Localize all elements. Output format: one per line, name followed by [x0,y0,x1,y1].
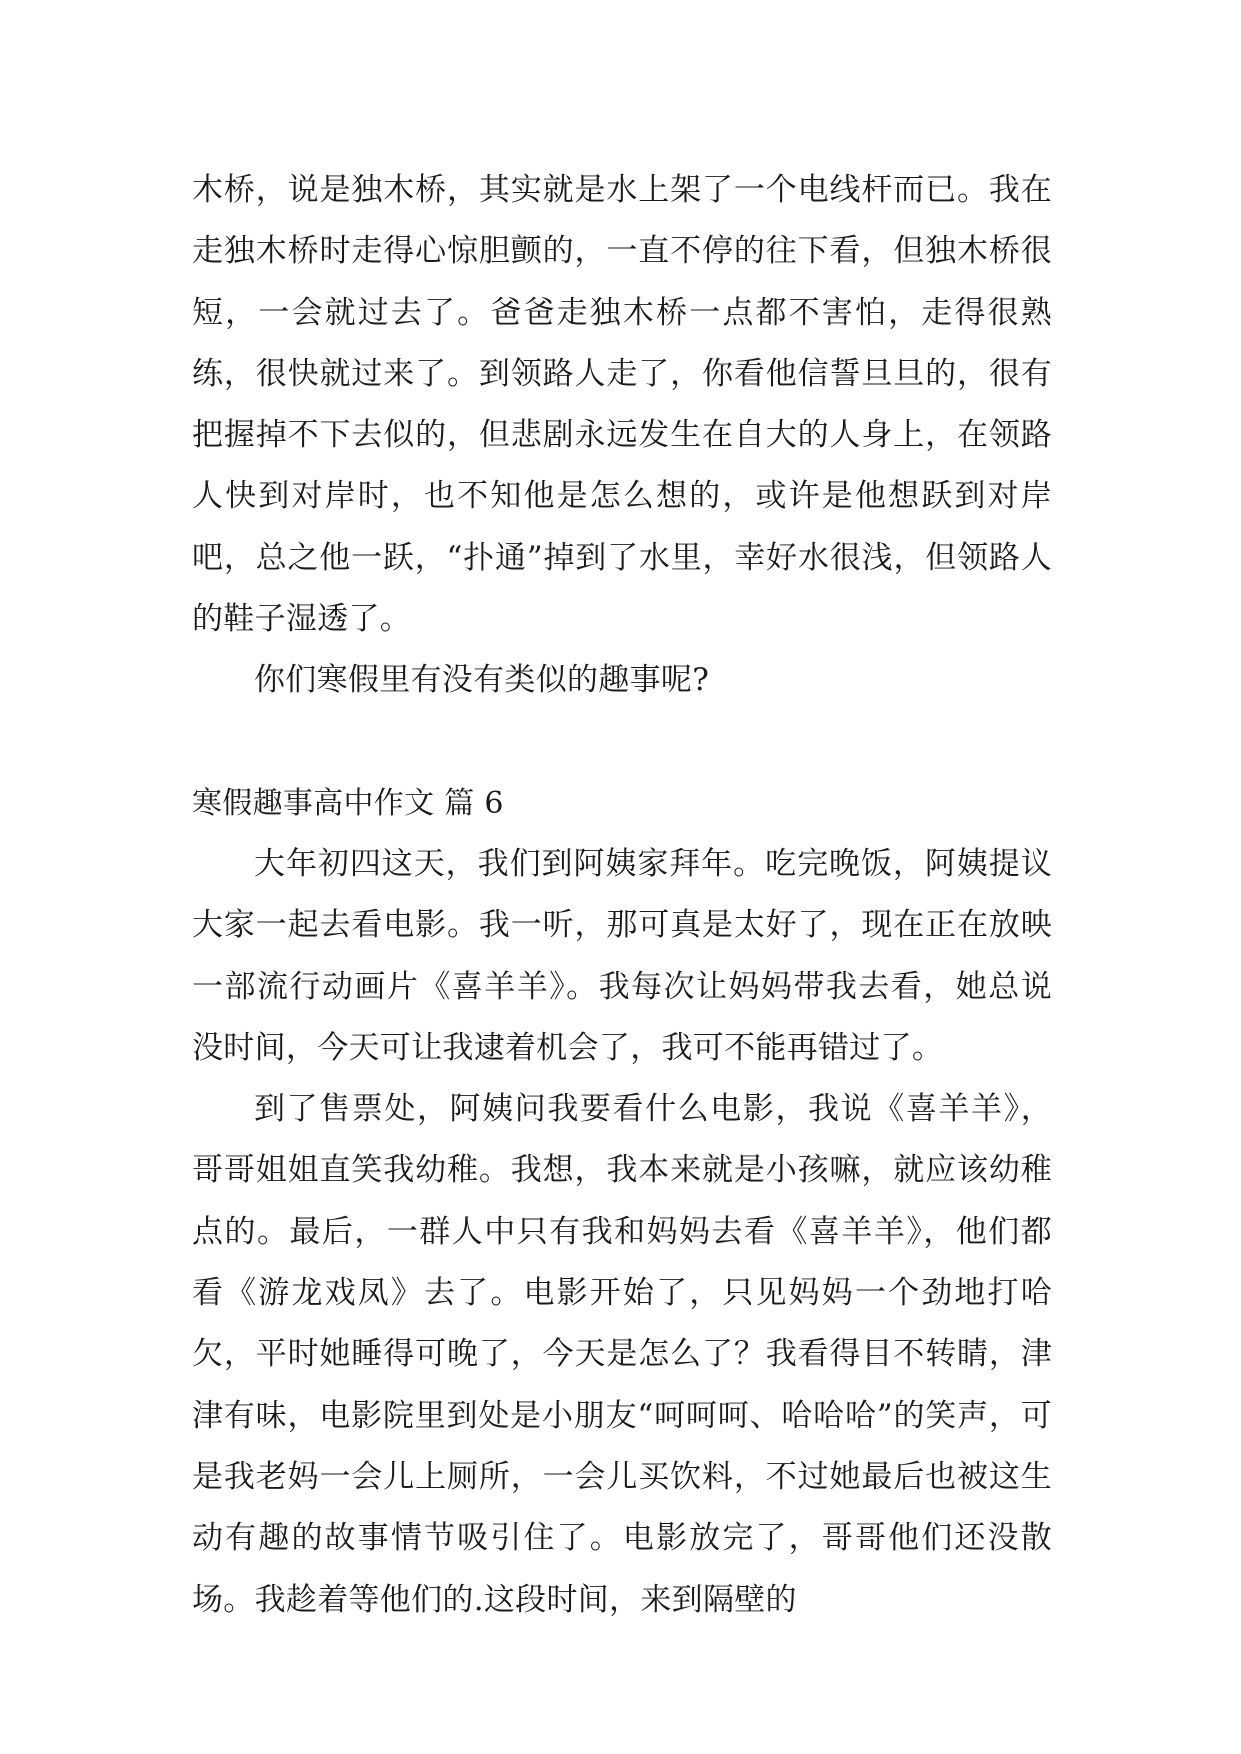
paragraph-new-year-visit: 大年初四这天，我们到阿姨家拜年。吃完晚饭，阿姨提议大家一起去看电影。我一听，那可真是太好了，现在正在放映一部流行动画片《喜羊羊》。我每次让妈妈带我去看，她总说没时间，今天可让我逮着机会了，我可不能再错过了。 [192,845,1052,1066]
section-gap [192,712,1052,773]
paragraph-bridge-story: 木桥，说是独木桥，其实就是水上架了一个电线杆而已。我在走独木桥时走得心惊胆颤的，一直不停的往下看，但独木桥很短，一会就过去了。爸爸走独木桥一点都不害怕，走得很熟练，很快就过来了。到领路人走了，你看他信誓旦旦的，很有把握掉不下去似的，但悲剧永远发生在自大的人身上，在领路人快到对岸时，也不知他是怎么想的，或许是他想跃到对岸吧，总之他一跃，“扑通”掉到了水里，幸好水很浅，但领路人的鞋子湿透了。 [192,172,1052,638]
section-heading: 寒假趣事高中作文 篇 6 [192,785,504,821]
document-body [192,160,1052,1631]
paragraph-question: 你们寒假里有没有类似的趣事呢? [254,662,710,699]
paragraph-cinema: 到了售票处，阿姨问我要看什么电影，我说《喜羊羊》，哥哥姐姐直笑我幼稚。我想，我本来就是小孩嘛，就应该幼稚点的。最后，一群人中只有我和妈妈去看《喜羊羊》，他们都看《游龙戏凤》去了。电影开始了，只见妈妈一个劲地打哈欠，平时她睡得可晚了，今天是怎么了？我看得目不转睛，津津有味，电影院里到处是小朋友“呵呵呵、哈哈哈”的笑声，可是我老妈一会儿上厕所，一会儿买饮料，不过她最后也被这生动有趣的故事情节吸引住了。电影放完了，哥哥他们还没散场。我趁着等他们的.这段时间，来到隔壁的 [192,1091,1052,1618]
